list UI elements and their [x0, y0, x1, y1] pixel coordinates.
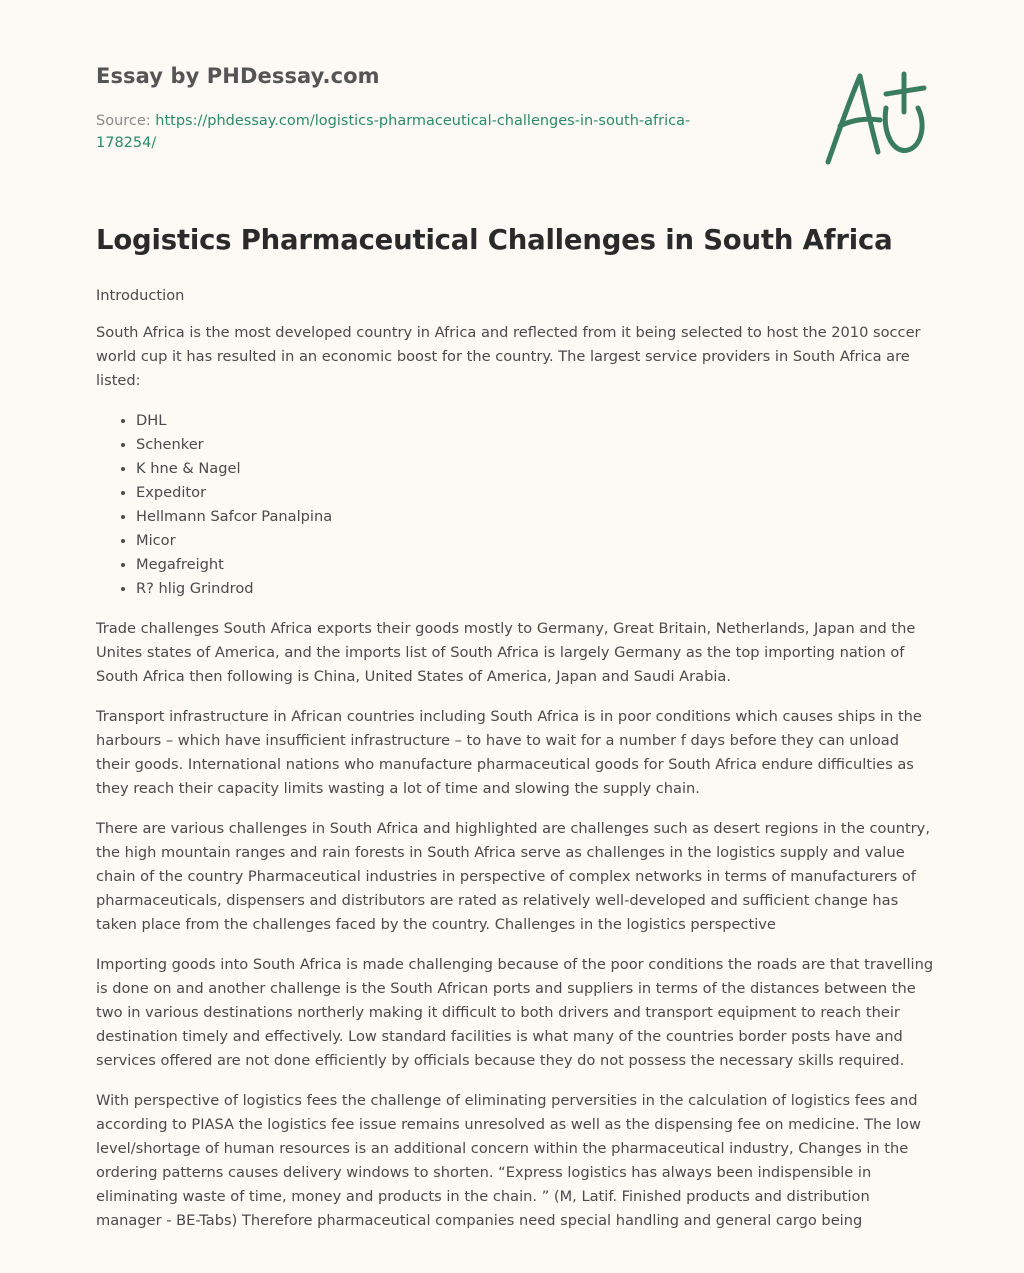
site-title: Essay by PHDessay.com	[96, 64, 380, 88]
essay-body	[96, 284, 936, 1249]
paragraph-6: With perspective of logistics fees the challenge of eliminating perversities in the calculation of logistics fees and according to PIASA the logistics fee issue remains unresolved as well as the dispensing fee on medicine. The low level/shortage of human resources is an additional concern within the pharmaceutical industry, Changes in the ordering patterns causes delivery windows to shorten. “Express logistics has always been indispensible in eliminating waste of time, money and products in the chain. ” (M, Latif. Finished products and distribution manager - BE-Tabs) Therefore pharmaceutical companies need special handling and general cargo being	[96, 1092, 921, 1229]
list-item: • K hne & Nagel	[136, 457, 936, 481]
paragraph-5: Importing goods into South Africa is made challenging because of the poor conditions the roads are that travelling is done on and another challenge is the South African ports and suppliers in terms of the distances between the two in various destinations northerly making it difficult to both drivers and transport equipment to reach their destination timely and effectively. Low standard facilities is what many of the countries border posts have and services offered are not done efficiently by officials because they do not possess the necessary skills required.	[96, 956, 934, 1069]
paragraph-3: Transport infrastructure in African countries including South Africa is in poor conditions which causes ships in the harbours – which have insufficient infrastructure – to have to wait for a number f days before they can unload their goods. International nations who manufacture pharmaceutical goods for South Africa endure difficulties as they reach their capacity limits wasting a lot of time and slowing the supply chain.	[96, 708, 922, 797]
source-link[interactable]: https://phdessay.com/logistics-pharmaceutical-challenges-in-south-africa-178254/	[96, 113, 691, 151]
list-item: • Hellmann Safcor Panalpina	[136, 505, 936, 529]
paragraph-1: South Africa is the most developed country in Africa and reflected from it being selected to host the 2010 soccer world cup it has resulted in an economic boost for the country. The largest service providers in South Africa are listed:	[96, 324, 921, 389]
list-item: • DHL	[136, 409, 936, 433]
source-label: Source:	[96, 113, 156, 129]
paragraph-4: There are various challenges in South Africa and highlighted are challenges such as desert regions in the country, the high mountain ranges and rain forests in South Africa serve as challenges in the logistics supply and value chain of the country Pharmaceutical industries in perspective of complex networks in terms of manufacturers of pharmaceuticals, dispensers and distributors are rated as relatively well-developed and sufficient change has taken place from the challenges faced by the country. Challenges in the logistics perspective	[96, 820, 930, 933]
list-item: • Expeditor	[136, 481, 936, 505]
list-item: • R? hlig Grindrod	[136, 577, 936, 601]
provider-list	[96, 409, 936, 601]
list-item: • Micor	[136, 529, 936, 553]
a-plus-logo-icon	[820, 64, 930, 168]
list-item: • Schenker	[136, 433, 936, 457]
source-line	[96, 110, 736, 154]
intro-heading: Introduction	[96, 287, 185, 304]
essay-title: Logistics Pharmaceutical Challenges in South Africa	[96, 224, 893, 256]
list-item: • Megafreight	[136, 553, 936, 577]
paragraph-2: Trade challenges South Africa exports their goods mostly to Germany, Great Britain, Netherlands, Japan and the Unites states of America, and the imports list of South Africa is largely Germany as the top importing nation of South Africa then following is China, United States of America, Japan and Saudi Arabia.	[96, 620, 916, 685]
